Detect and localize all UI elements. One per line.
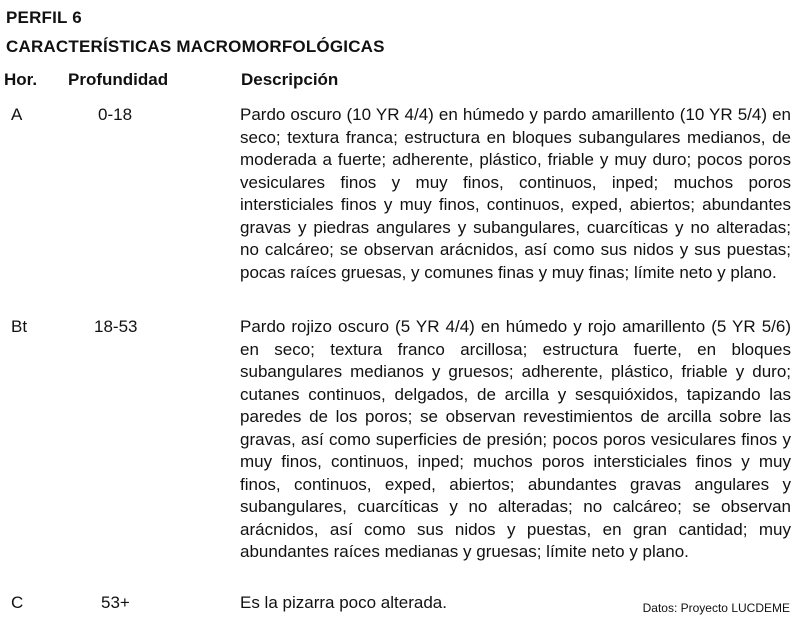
row-a-horizon: A [11, 105, 23, 124]
row-c-horizon: C [11, 593, 24, 612]
row-a-depth: 0-18 [98, 105, 133, 124]
section-title: CARACTERÍSTICAS MACROMORFOLÓGICAS [6, 37, 385, 56]
column-header-hor: Hor. [4, 70, 38, 89]
row-c-depth: 53+ [101, 593, 130, 612]
column-header-descripcion: Descripción [241, 70, 339, 89]
row-bt-depth: 18-53 [94, 317, 138, 336]
row-bt-description: Pardo rojizo oscuro (5 YR 4/4) en húmedo y rojo amarillento (5 YR 5/6) en seco; textura franco arcillosa; estructura fuerte, en bloques subangulares medianos y gruesos; adherente, plástico, friable y duro; cutanes continuos, delgados, de arcilla y sesquióxidos, tapizando las paredes de los poros; se observan revestimientos de arcilla sobre las gravas, así como superficies de presión; pocos poros vesiculares finos y muy finos, continuos, inped; muchos poros intersticiales finos y muy finos, continuos, exped, abiertos; abundantes gravas angulares y subangulares, cuarcíticas y no alteradas; no calcáreo; se observan arácnidos, así como sus nidos y puestas, en gran cantidad; muy abundantes raíces medianas y gruesas; límite neto y plano. [240, 317, 791, 561]
column-header-profundidad: Profundidad [68, 70, 169, 89]
row-a-description: Pardo oscuro (10 YR 4/4) en húmedo y pardo amarillento (10 YR 5/4) en seco; textura franca; estructura en bloques subangulares medianos, de moderada a fuerte; adherente, plástico, friable y muy duro; pocos poros vesiculares finos y muy finos, continuos, inped; muchos poros intersticiales finos y muy finos, continuos, exped, abiertos; abundantes gravas y piedras angulares y subangulares, cuarcíticas y no alteradas; no calcáreo; se observan arácnidos, así como sus nidos y sus puestas; pocas raíces gruesas, y comunes finas y muy finas; límite neto y plano. [240, 105, 791, 282]
data-source-credit: Datos: Proyecto LUCDEME [642, 601, 790, 615]
row-c-description: Es la pizarra poco alterada. [240, 593, 447, 612]
profile-title: PERFIL 6 [6, 8, 82, 27]
row-bt-horizon: Bt [11, 317, 28, 336]
